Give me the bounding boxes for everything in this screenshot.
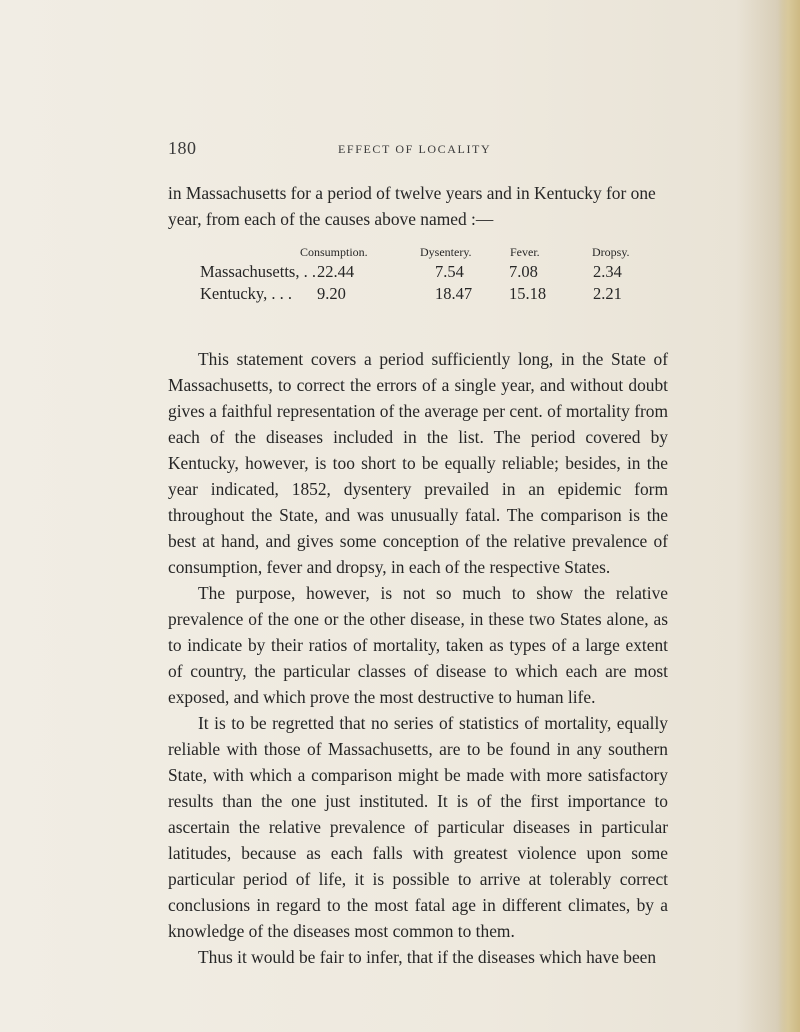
table-cell: 22.44 — [317, 262, 355, 281]
table-cell: 18.47 — [435, 284, 473, 303]
table-row-kentucky — [200, 284, 670, 306]
column-header-dysentery: Dysentery. — [420, 245, 472, 259]
table-cell: 15.18 — [509, 284, 547, 303]
page-number: 180 — [168, 138, 197, 158]
table-cell: 7.54 — [435, 262, 464, 281]
table-cell: 9.20 — [317, 284, 346, 303]
table-cell: 2.21 — [593, 284, 622, 303]
paragraph: The purpose, however, is not so much to show the relative prevalence of the one or the other disease, in these two States alone, as to indicate by their ratios of mortality, taken as types of a large extent of country, the particular classes of disease to which each are most exposed, and which prove the most destructive to human life. — [168, 583, 668, 707]
column-header-fever: Fever. — [510, 245, 540, 259]
paragraph: Thus it would be fair to infer, that if the diseases which have been — [198, 947, 657, 967]
page-edge — [778, 0, 800, 1032]
paragraph: It is to be regretted that no series of statistics of mortality, equally reliable with those of Massachusetts, are to be found in any southern State, with which a comparison might be made with more satisfactory results than the one just instituted. It is of the first importance to ascertain the relative prevalence of particular diseases in particular latitudes, because as each falls with greatest violence upon some particular period of life, it is possible to arrive at tolerably correct conclusions in regard to the most fatal age in different climates, by a knowledge of the diseases most common to them. — [168, 713, 668, 941]
column-header-consumption: Consumption. — [300, 245, 368, 259]
intro-text — [168, 180, 668, 232]
row-label: Massachusetts, . . — [200, 262, 316, 281]
table-cell: 7.08 — [509, 262, 538, 281]
table-row-massachusetts — [200, 262, 670, 284]
page-header — [168, 138, 668, 162]
intro-line: in Massachusetts for a period of twelve years and in Kentucky for one — [168, 183, 656, 203]
paragraph: This statement covers a period sufficiently long, in the State of Massachusetts, to correct the errors of a single year, and without doubt gives a faithful representation of the average per cent. of mortality from each of the diseases included in the list. The period covered by Kentucky, however, is too short to be equally reliable; besides, in the year indicated, 1852, dysentery prevailed in an epidemic form throughout the State, and was unusually fatal. The comparison is the best at hand, and gives some conception of the relative prevalence of consumption, fever and dropsy, in each of the respective States. — [168, 349, 668, 577]
table-cell: 2.34 — [593, 262, 622, 281]
intro-line: year, from each of the causes above named :— — [168, 209, 494, 229]
row-label: Kentucky, . . . — [200, 284, 292, 303]
body-text — [168, 346, 668, 970]
running-head: EFFECT OF LOCALITY — [338, 142, 492, 156]
column-header-dropsy: Dropsy. — [592, 245, 630, 259]
